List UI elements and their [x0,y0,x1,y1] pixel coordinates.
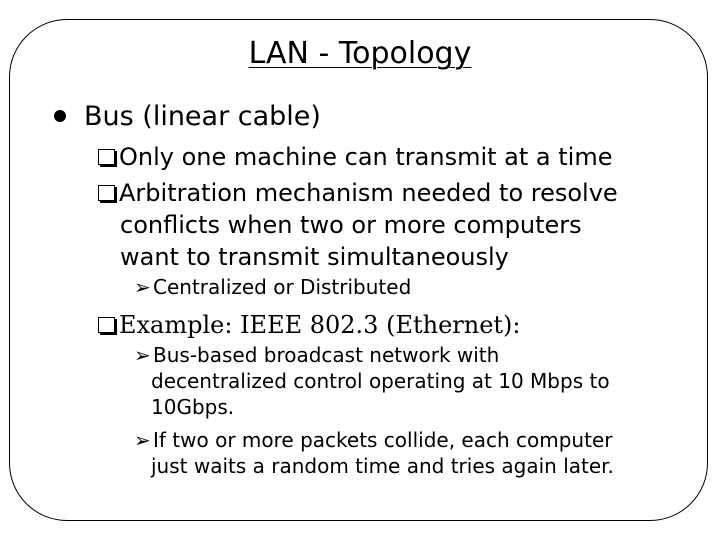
sub-collide-line2: just waits a random time and tries again later. [151,454,614,478]
point-example-text: Example: IEEE 802.3 (Ethernet): [119,311,521,339]
round-bullet-icon [54,110,66,122]
point-arbitration [98,177,618,273]
slide-title-text: LAN - Topology [248,36,472,71]
slide-title [0,36,720,72]
square-bullet-icon [98,149,115,165]
sub-centralized [134,274,411,300]
square-bullet-icon [98,317,115,333]
point-one-machine [98,141,613,173]
point-one-machine-text: Only one machine can transmit at a time [119,143,613,171]
point-example [98,309,521,341]
sub-collide-line1: If two or more packets collide, each computer [153,428,613,452]
sub-bus-based-line3: 10Gbps. [151,395,235,419]
sub-bus-based-line1: Bus-based broadcast network with [153,343,500,367]
arrow-bullet-icon: ➢ [134,275,151,299]
sub-bus-based [134,342,610,420]
square-bullet-icon [98,185,115,201]
sub-collide [134,427,614,479]
point-arbitration-line3: want to transmit simultaneously [120,243,509,271]
arrow-bullet-icon: ➢ [134,428,151,452]
sub-centralized-text: Centralized or Distributed [153,275,412,299]
sub-bus-based-line2: decentralized control operating at 10 Mbps to [151,369,610,393]
arrow-bullet-icon: ➢ [134,343,151,367]
point-arbitration-line1: Arbitration mechanism needed to resolve [119,179,618,207]
bullet-bus-text: Bus (linear cable) [84,101,321,132]
bullet-bus [54,100,321,134]
point-arbitration-line2: conflicts when two or more computers [120,211,582,239]
